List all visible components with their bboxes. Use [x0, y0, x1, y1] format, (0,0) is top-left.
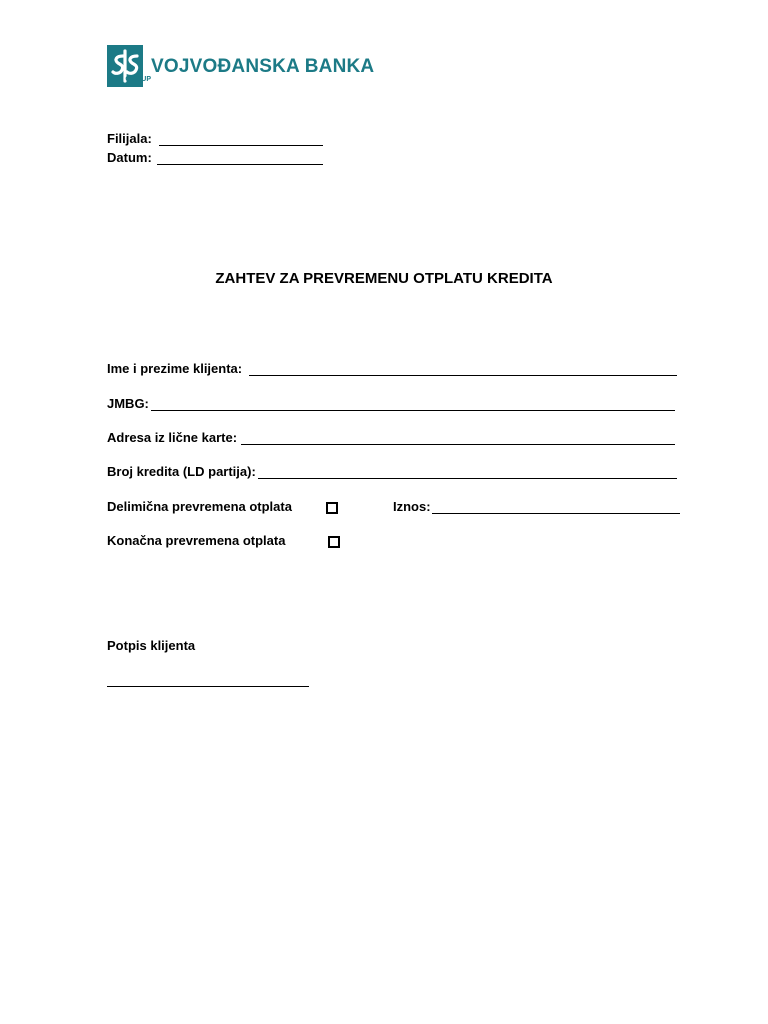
document-title: ZAHTEV ZA PREVREMENU OTPLATU KREDITA	[215, 270, 553, 287]
amount-label: Iznos:	[393, 499, 431, 514]
signature-line[interactable]	[107, 686, 309, 687]
final-repayment-checkbox[interactable]	[328, 536, 340, 548]
address-label: Adresa iz lične karte:	[107, 430, 238, 445]
client-name-label: Ime i prezime klijenta:	[107, 361, 243, 376]
client-name-field[interactable]	[249, 375, 677, 376]
partial-repayment-label: Delimična prevremena otplata	[107, 499, 292, 514]
jmbg-field[interactable]	[151, 410, 675, 411]
date-label: Datum:	[107, 150, 152, 165]
loan-number-label: Broj kredita (LD partija):	[107, 464, 256, 479]
jmbg-label: JMBG:	[107, 396, 149, 411]
loan-number-field[interactable]	[258, 478, 677, 479]
signature-label: Potpis klijenta	[107, 638, 196, 653]
final-repayment-label: Konačna prevremena otplata	[107, 533, 286, 548]
amount-field[interactable]	[432, 513, 680, 514]
partial-repayment-checkbox[interactable]	[326, 502, 338, 514]
bank-group-name: NBG GROUP	[107, 76, 151, 83]
address-field[interactable]	[241, 444, 675, 445]
branch-field[interactable]	[159, 145, 323, 146]
bank-logo	[107, 45, 375, 87]
branch-label: Filijala:	[107, 131, 152, 146]
bank-name: VOJVOĐANSKA BANKA	[151, 56, 375, 77]
date-field[interactable]	[157, 164, 323, 165]
